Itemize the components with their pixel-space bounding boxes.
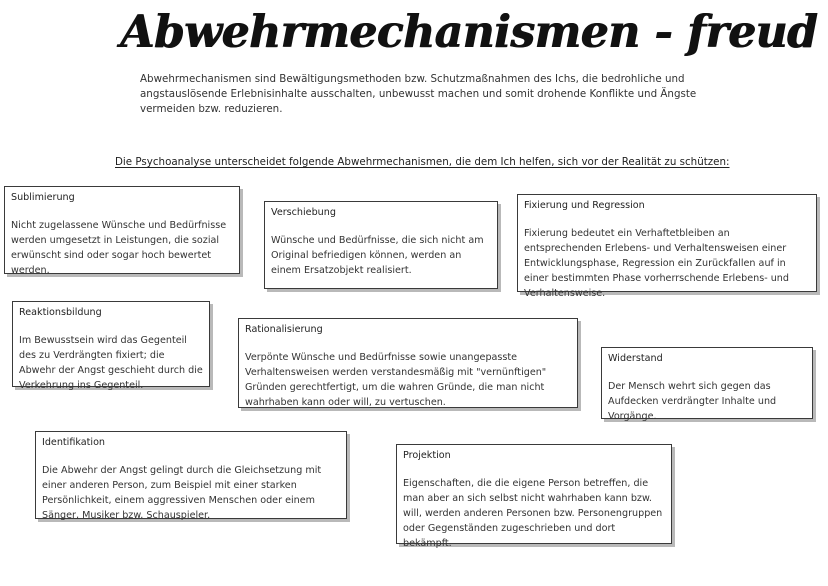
card-text: Verpönte Wünsche und Bedürfnisse sowie unangepasste Verhaltensweisen werden verstandesmäßig mit "vernünftigen" Gründen gerechtfertigt, um die wahren Gründe, die man nicht wahrhaben kann oder will, zu vertuschen. xyxy=(245,352,547,408)
card-projektion xyxy=(396,444,672,549)
card-text: Der Mensch wehrt sich gegen das Aufdecken verdrängter Inhalte und Vorgänge. xyxy=(608,381,777,422)
card-text: Nicht zugelassene Wünsche und Bedürfnisse werden umgesetzt in Leistungen, die sozial erwünscht sind oder sogar hoch bewertet werden. xyxy=(11,220,227,276)
intro-text: Abwehrmechanismen sind Bewältigungsmethoden bzw. Schutzmaßnahmen des Ichs, die bedrohliche und angstauslösende Erlebnisinhalte ausschalten, unbewusst machen und somit drohende Konflikte und Ängste vermeiden bzw. reduzieren. xyxy=(140,73,697,115)
card-rationalisierung xyxy=(238,318,578,408)
card-text: Wünsche und Bedürfnisse, die sich nicht am Original befriedigen können, werden an einem Ersatzobjekt realisiert. xyxy=(271,235,484,276)
card-title: Reaktionsbildung xyxy=(19,307,102,318)
section-subtitle: Die Psychoanalyse unterscheidet folgende Abwehrmechanismen, die dem Ich helfen, sich vor der Realität zu schützen: xyxy=(115,156,730,168)
card-widerstand xyxy=(601,347,813,422)
card-text: Fixierung bedeutet ein Verhaftetbleiben an entsprechenden Erlebens- und Verhaltensweisen einer Entwicklungsphase, Regression ein Zurückfallen auf in einer bestimmten Phase vorherrschende Erlebens- und Verhaltensweise. xyxy=(524,228,789,299)
card-reaktionsbildung xyxy=(12,301,210,391)
page-title: Abwehrmechanismen - freud xyxy=(120,6,818,59)
card-title: Sublimierung xyxy=(11,192,75,203)
card-identifikation xyxy=(35,431,347,519)
card-sublimierung xyxy=(4,186,240,274)
card-title: Fixierung und Regression xyxy=(524,200,645,211)
card-title: Projektion xyxy=(403,450,451,461)
card-text: Im Bewusstsein wird das Gegenteil des zu Verdrängten fixiert; die Abwehr der Angst geschieht durch die Verkehrung ins Gegenteil. xyxy=(19,335,203,391)
card-title: Identifikation xyxy=(42,437,106,448)
card-text: Eigenschaften, die die eigene Person betreffen, die man aber an sich selbst nicht wahrhaben kann bzw. will, werden anderen Personen bzw. Personengruppen oder Gegenständen zugeschrieben und dort bekämpft. xyxy=(403,478,663,549)
card-title: Widerstand xyxy=(608,353,663,364)
card-title: Verschiebung xyxy=(271,207,336,218)
card-title: Rationalisierung xyxy=(245,324,323,335)
card-verschiebung xyxy=(264,201,498,289)
card-fixierung-regression xyxy=(517,194,817,299)
card-text: Die Abwehr der Angst gelingt durch die Gleichsetzung mit einer anderen Person, zum Beispiel mit einer starken Persönlichkeit, einem aggressiven Menschen oder einem Sänger, Musiker bzw. Schauspieler. xyxy=(42,465,322,521)
